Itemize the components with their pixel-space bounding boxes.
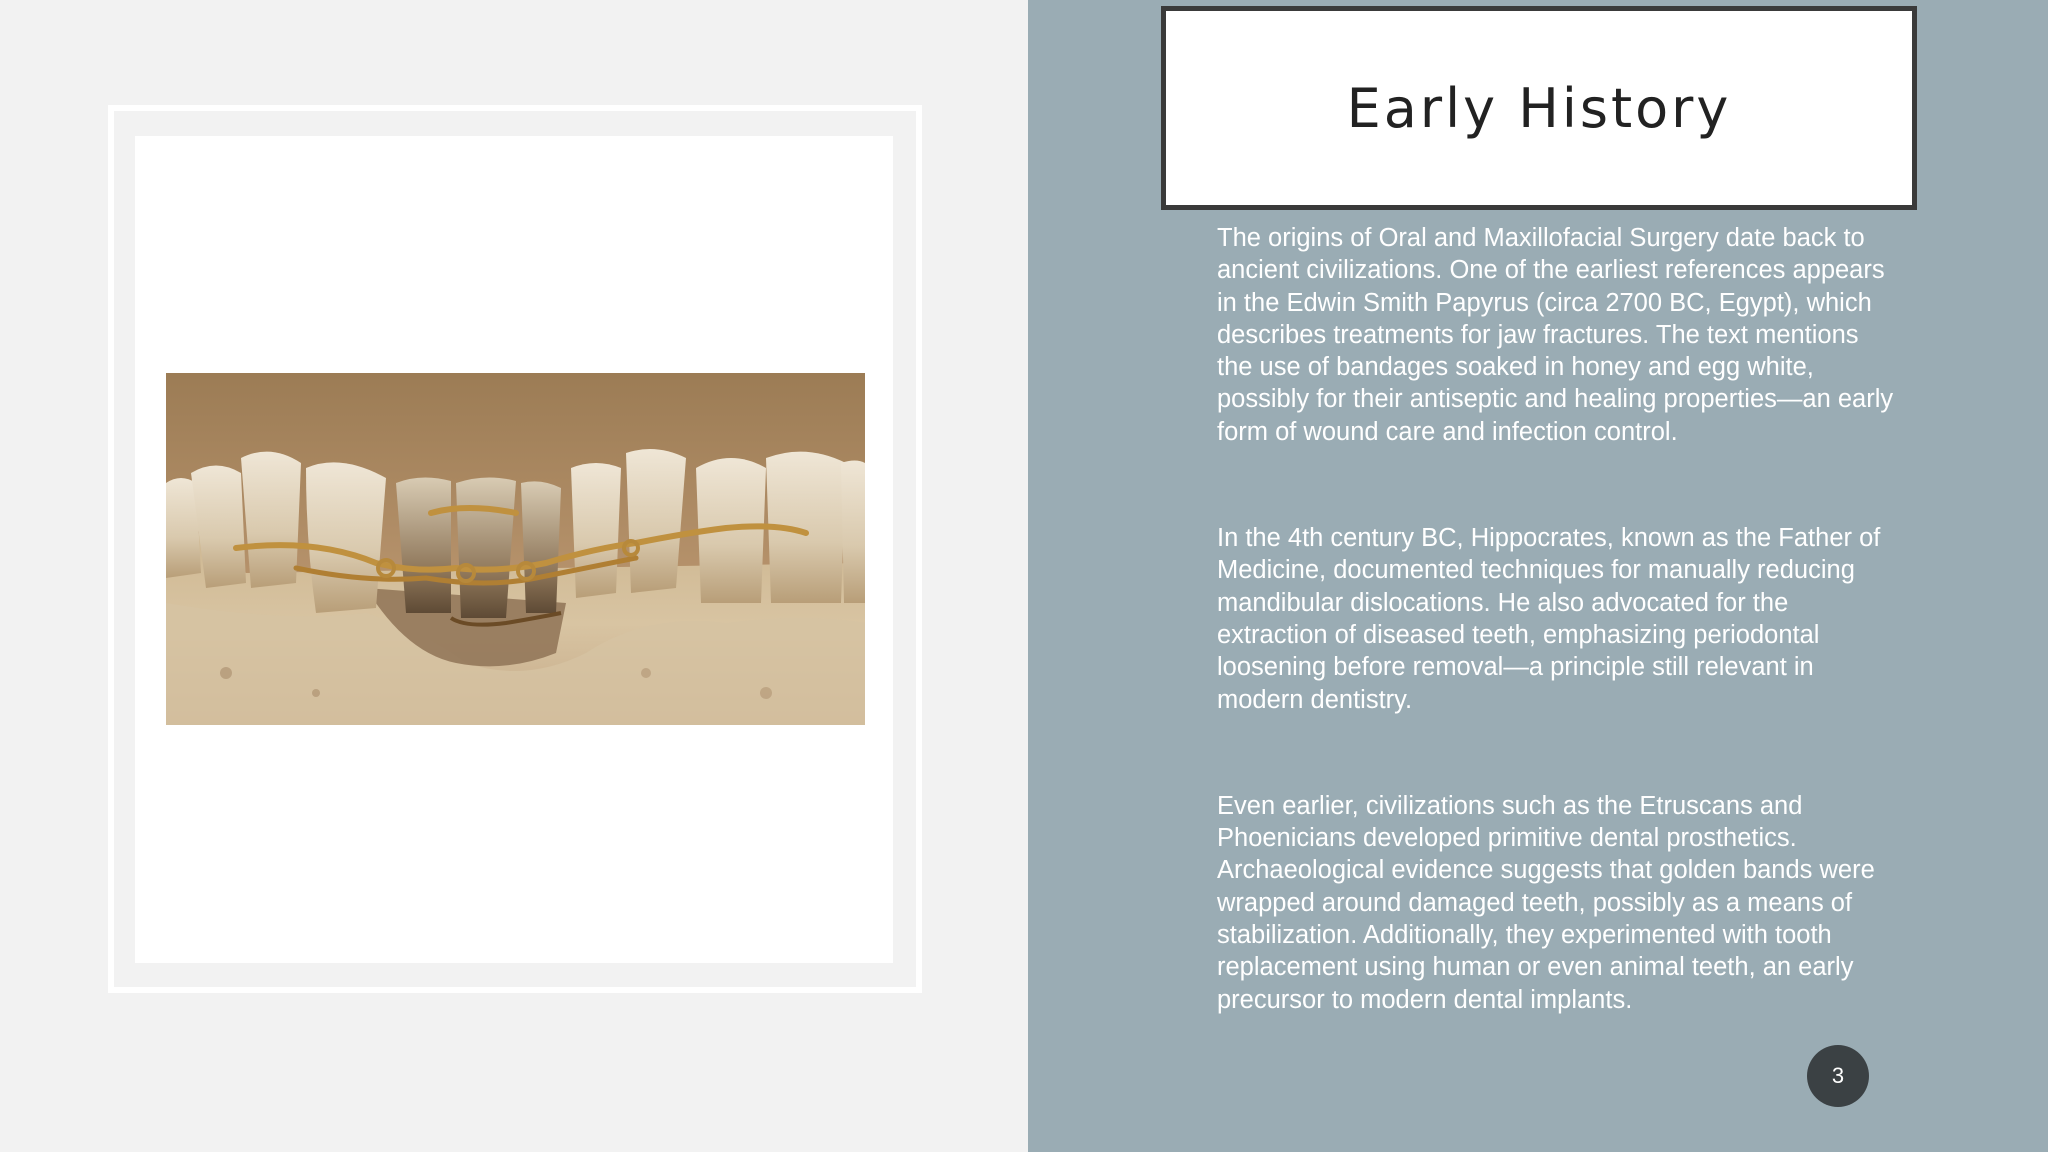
slide-title: Early History (1346, 76, 1732, 140)
body-text (1217, 222, 1897, 1090)
paragraph-3: Even earlier, civilizations such as the Etruscans and Phoenicians developed primitive dental prosthetics. Archaeological evidence suggests that golden bands were wrapped around damaged teeth, possibly as a means of stabilization. Additionally, they experimented with tooth replacement using human or even animal teeth, an early precursor to modern dental implants. (1217, 791, 1875, 1014)
paragraph-1: The origins of Oral and Maxillofacial Surgery date back to ancient civilizations. One of the earliest references appears in the Edwin Smith Papyrus (circa 2700 BC, Egypt), which describes treatments for jaw fractures. The text mentions the use of bandages soaked in honey and egg white, possibly for their antiseptic and healing properties—an early form of wound care and infection control. (1217, 224, 1894, 446)
title-box (1161, 6, 1917, 210)
page-number-badge: 3 (1807, 1045, 1869, 1107)
paragraph-2: In the 4th century BC, Hippocrates, known as the Father of Medicine, documented techniques for manually reducing mandibular dislocations. He also advocated for the extraction of diseased teeth, emphasizing periodontal loosening before removal—a principle still relevant in modern dentistry. (1217, 524, 1881, 714)
ancient-jaw-photo (166, 373, 865, 725)
